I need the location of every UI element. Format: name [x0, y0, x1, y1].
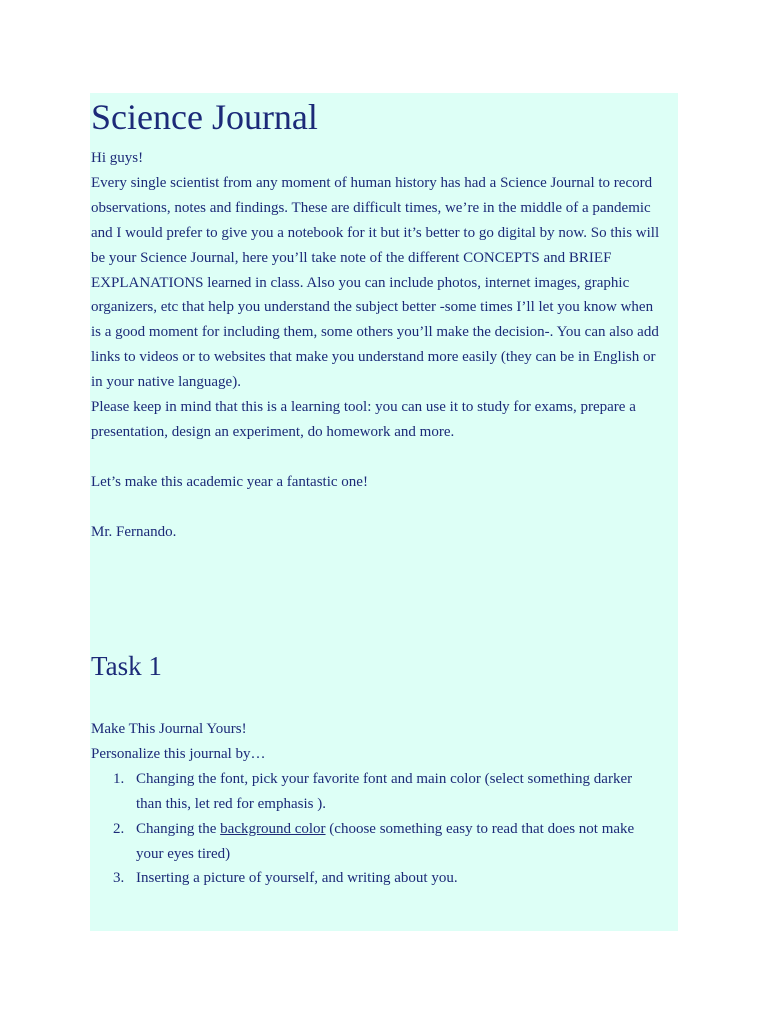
task-title: Task 1 [91, 651, 162, 681]
journal-title: Science Journal [91, 97, 318, 137]
background-color-link[interactable]: background color [220, 820, 326, 837]
step-text: (choose something easy to read that does not make [325, 820, 635, 837]
intro-line: organizers, etc that help you understand the subject better -some times I’ll let you know when [91, 299, 654, 316]
step-number: 3. [113, 870, 125, 887]
intro-line: EXPLANATIONS learned in class. Also you can include photos, internet images, graphic [91, 274, 630, 291]
intro-line: in your native language). [91, 374, 241, 391]
step-text: Changing the [136, 820, 221, 837]
signature: Mr. Fernando. [91, 523, 177, 540]
intro-line: Please keep in mind that this is a learning tool: you can use it to study for exams, prepare a [91, 399, 636, 416]
closing-line: Let’s make this academic year a fantastic one! [91, 473, 368, 490]
step-text-line [136, 817, 681, 842]
intro-line: Hi guys! [91, 150, 144, 166]
list-item [91, 866, 681, 891]
step-text: Changing the font, pick your favorite font and main color (select something darker [136, 770, 633, 787]
task-subtitle: Make This Journal Yours! [91, 721, 247, 737]
task-lead: Personalize this journal by… [91, 745, 266, 762]
intro-line: Every single scientist from any moment of human history has had a Science Journal to record [91, 174, 653, 191]
blank-line [91, 445, 681, 470]
intro-text [91, 146, 681, 545]
list-item [91, 767, 681, 817]
task-steps-list [91, 767, 681, 892]
blank-line [91, 495, 681, 520]
step-text: than this, let red for emphasis ). [136, 795, 326, 812]
intro-line: presentation, design an experiment, do homework and more. [91, 423, 455, 440]
intro-line: links to videos or to websites that make you understand more easily (they can be in English or [91, 349, 656, 366]
intro-line: observations, notes and findings. These are difficult times, we’re in the middle of a pandemic [91, 199, 651, 216]
step-number: 1. [113, 770, 125, 787]
intro-line: and I would prefer to give you a notebook for it but it’s better to go digital by now. So this will [91, 224, 660, 241]
step-text: Inserting a picture of yourself, and writing about you. [136, 870, 458, 887]
intro-line: be your Science Journal, here you’ll take note of the different CONCEPTS and BRIEF [91, 249, 612, 266]
intro-line: is a good moment for including them, some others you’ll make the decision-. You can also add [91, 324, 659, 341]
task-instructions [91, 717, 681, 891]
list-item [91, 817, 681, 867]
step-number: 2. [113, 820, 125, 837]
step-text: your eyes tired) [136, 845, 231, 862]
